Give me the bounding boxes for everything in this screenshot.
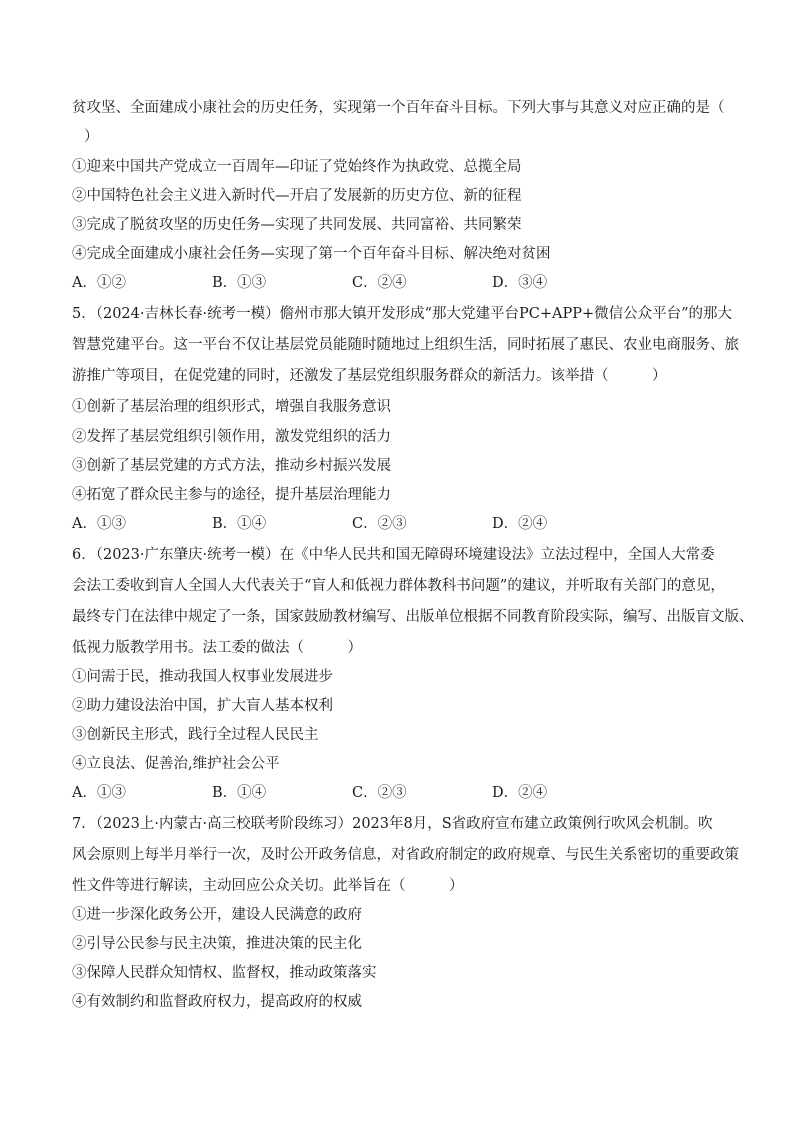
q7-stem-line-3: 性文件等进行解读，主动回应公众关切。此举旨在（ ） <box>72 878 464 894</box>
q6-item-3: ③创新民主形式，践行全过程人民民主 <box>72 727 319 743</box>
q5-option-a: A．①③ <box>72 516 126 532</box>
q6-stem-line-4: 低视力版教学用书。法工委的做法（ ） <box>72 640 362 656</box>
q6-stem-line-2: 会法工委收到盲人全国人大代表关于“盲人和低视力群体教科书问题”的建议，并听取有关部门的意见， <box>72 578 725 594</box>
q4-item-4: ④完成全面建成小康社会任务—实现了第一个百年奋斗目标、解决绝对贫困 <box>72 246 551 262</box>
q4-item-3: ③完成了脱贫攻坚的历史任务—实现了共同发展、共同富裕、共同繁荣 <box>72 217 522 233</box>
q5-stem-line-1: 5．（2024·吉林长春·统考一模）儋州市那大镇开发形成“那大党建平台PC+APP+微信公众平台”的那大 <box>72 306 733 322</box>
q6-stem-line-3: 最终专门在法律中规定了一条，国家鼓励教材编写、出版单位根据不同教育阶段实际，编写、出版盲文版、 <box>72 609 754 625</box>
q5-item-1: ①创新了基层治理的组织形式，增强自我服务意识 <box>72 399 391 415</box>
q4-option-c: C．②④ <box>352 275 407 291</box>
q4-option-d: D．③④ <box>492 275 548 291</box>
q6-item-2: ②助力建设法治中国，扩大盲人基本权利 <box>72 698 333 714</box>
q5-stem-line-3: 游推广等项目，在促党建的同时，还激发了基层党组织服务群众的新活力。该举措（ ） <box>72 368 667 384</box>
q5-item-2: ②发挥了基层党组织引领作用，激发党组织的活力 <box>72 429 391 445</box>
q7-item-3: ③保障人民群众知情权、监督权，推动政策落实 <box>72 965 377 981</box>
q4-item-1: ①迎来中国共产党成立一百周年—印证了党始终作为执政党、总揽全局 <box>72 159 522 175</box>
q5-item-3: ③创新了基层党建的方式方法，推动乡村振兴发展 <box>72 458 391 474</box>
q7-item-1: ①进一步深化政务公开，建设人民满意的政府 <box>72 907 362 923</box>
q6-option-c: C．②③ <box>352 785 407 801</box>
q4-stem-line-2: ） <box>84 129 99 145</box>
q5-item-4: ④拓宽了群众民主参与的途径，提升基层治理能力 <box>72 487 391 503</box>
q6-option-a: A．①③ <box>72 785 126 801</box>
q7-stem-line-2: 风会原则上每半月举行一次，及时公开政务信息，对省政府制定的政府规章、与民生关系密切的重要政策 <box>72 847 739 863</box>
q6-item-1: ①问需于民，推动我国人权事业发展进步 <box>72 669 333 685</box>
q7-item-2: ②引导公民参与民主决策，推进决策的民主化 <box>72 936 362 952</box>
q5-option-c: C．②③ <box>352 516 407 532</box>
q4-option-b: B．①③ <box>212 275 267 291</box>
q5-stem-line-2: 智慧党建平台。这一平台不仅让基层党员能随时随地过上组织生活，同时拓展了惠民、农业电商服务、旅 <box>72 337 739 353</box>
q4-option-a: A．①② <box>72 275 126 291</box>
q6-option-d: D．②④ <box>492 785 548 801</box>
q5-option-b: B．①④ <box>212 516 267 532</box>
q4-item-2: ②中国特色社会主义进入新时代—开启了发展新的历史方位、新的征程 <box>72 188 522 204</box>
q7-item-4: ④有效制约和监督政府权力，提高政府的权威 <box>72 994 362 1010</box>
q4-stem-line-1: 贫攻坚、全面建成小康社会的历史任务，实现第一个百年奋斗目标。下列大事与其意义对应正确的是（ <box>72 100 725 116</box>
q6-stem-line-1: 6．（2023·广东肇庆·统考一模）在《中华人民共和国无障碍环境建设法》立法过程中，全国人大常委 <box>72 547 715 563</box>
q6-item-4: ④立良法、促善治,维护社会公平 <box>72 756 280 772</box>
q7-stem-line-1: 7．（2023上·内蒙古·高三校联考阶段练习）2023年8月，S省政府宣布建立政策例行吹风会机制。吹 <box>72 816 713 832</box>
q5-option-d: D．②④ <box>492 516 548 532</box>
q6-option-b: B．①④ <box>212 785 267 801</box>
